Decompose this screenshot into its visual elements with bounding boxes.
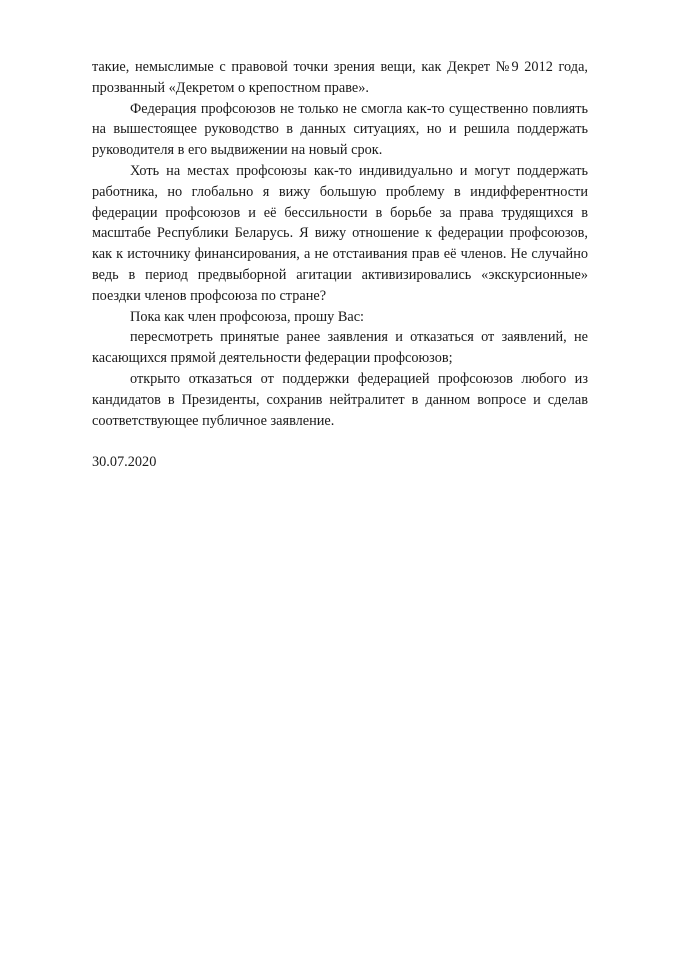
paragraph-request-intro: Пока как член профсоюза, прошу Вас: [130,308,365,325]
paragraph-federation: Федерация профсоюзов не только не смогла как-то существенно повлиять на вышестоящее руководство в данных ситуациях, но и решила поддержать руководителя в его выдвижении на новый срок. [92,100,588,159]
paragraph-request-item-2: открыто отказаться от поддержки федерацией профсоюзов любого из кандидатов в Президенты, сохранив нейтралитет в данном вопросе и сделав соответствующее публичное заявление. [92,370,588,429]
paragraph-continuation: такие, немыслимые с правовой точки зрения вещи, как Декрет №9 2012 года, прозванный «Декретом о крепостном праве». [92,59,588,96]
document-date: 30.07.2020 [92,454,157,470]
paragraph-request-item-1: пересмотреть принятые ранее заявления и отказаться от заявлений, не касающихся прямой деятельности федерации профсоюзов; [92,329,588,367]
paragraph-indifference: Хоть на местах профсоюзы как-то индивидуально и могут поддержать работника, но глобально я вижу большую проблему в индифферентности федерации профсоюзов и её бессильности в борьбе за права трудящихся в масштабе Республики Беларусь. Я вижу отношение к федерации профсоюзов, как к источнику финансирования, а не отстаивания прав её членов. Не случайно ведь в период предвыборной агитации активизировались «экскурсионные» поездки членов профсоюза по стране? [92,162,588,304]
document-body [92,57,588,431]
